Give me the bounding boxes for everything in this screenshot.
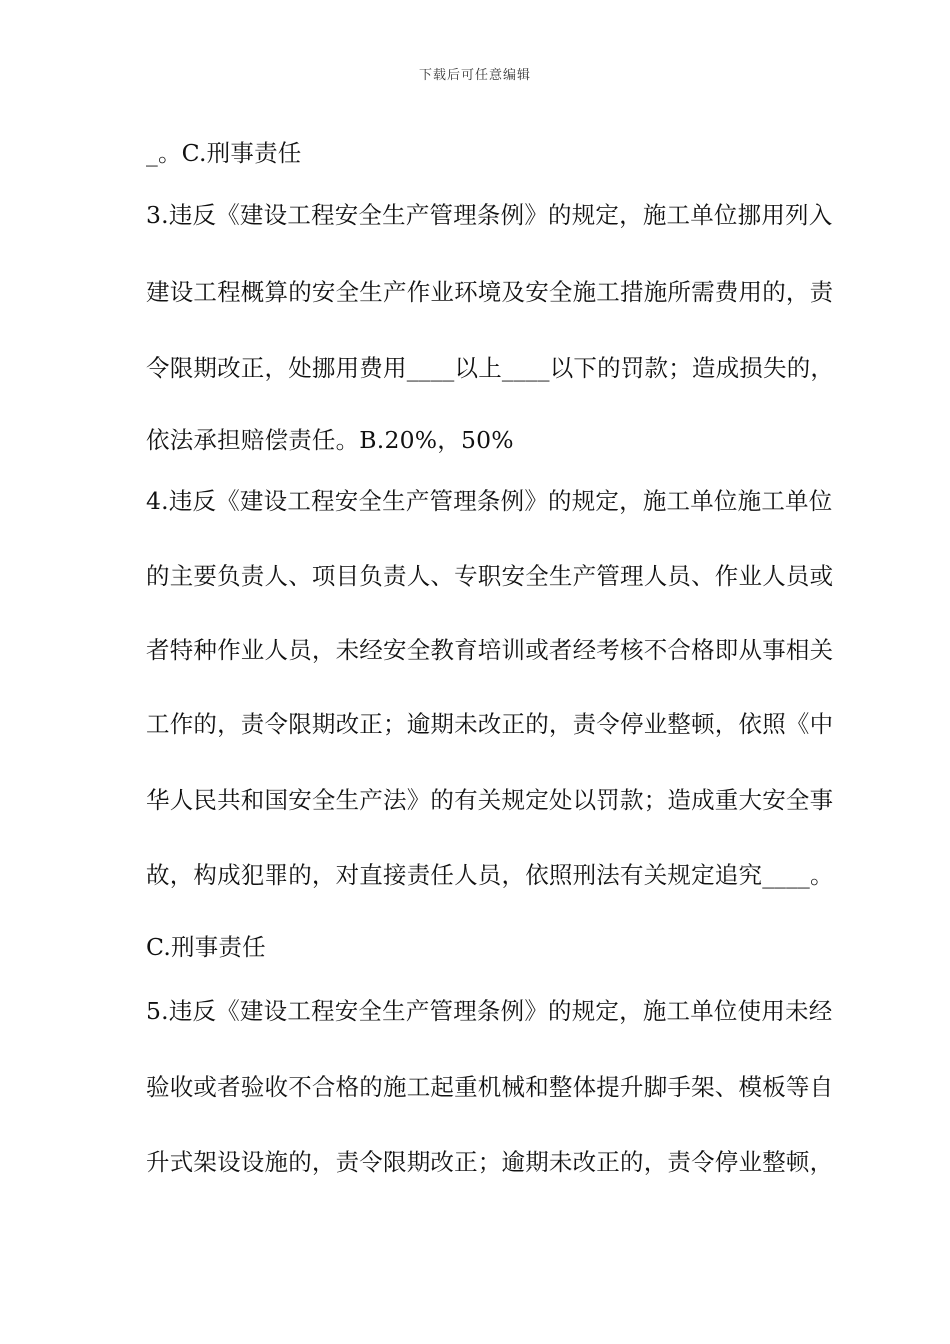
text-line: 的主要负责人、项目负责人、专职安全生产管理人员、作业人员或 [146, 562, 834, 590]
text-line: 故，构成犯罪的，对直接责任人员，依照刑法有关规定追究____。 [146, 861, 834, 889]
text-line: 升式架设设施的，责令限期改正；逾期未改正的，责令停业整顿， [146, 1148, 834, 1176]
text-line: 者特种作业人员，未经安全教育培训或者经考核不合格即从事相关 [146, 636, 834, 664]
page-header: 下载后可任意编辑 [418, 68, 531, 83]
text-line: 3.违反《建设工程安全生产管理条例》的规定，施工单位挪用列入 [146, 201, 833, 229]
text-line: C.刑事责任 [146, 933, 266, 961]
text-line: 华人民共和国安全生产法》的有关规定处以罚款；造成重大安全事 [146, 786, 834, 814]
text-line: _。C.刑事责任 [146, 139, 302, 167]
text-line: 依法承担赔偿责任。B.20%，50% [146, 426, 514, 454]
text-line: 建设工程概算的安全生产作业环境及安全施工措施所需费用的，责 [146, 278, 834, 306]
text-line: 验收或者验收不合格的施工起重机械和整体提升脚手架、模板等自 [146, 1073, 834, 1101]
text-line: 5.违反《建设工程安全生产管理条例》的规定，施工单位使用未经 [146, 997, 833, 1025]
text-line: 令限期改正，处挪用费用____以上____以下的罚款；造成损失的， [146, 354, 835, 382]
text-line: 工作的，责令限期改正；逾期未改正的，责令停业整顿，依照《中 [146, 710, 834, 738]
text-line: 4.违反《建设工程安全生产管理条例》的规定，施工单位施工单位 [146, 487, 833, 515]
